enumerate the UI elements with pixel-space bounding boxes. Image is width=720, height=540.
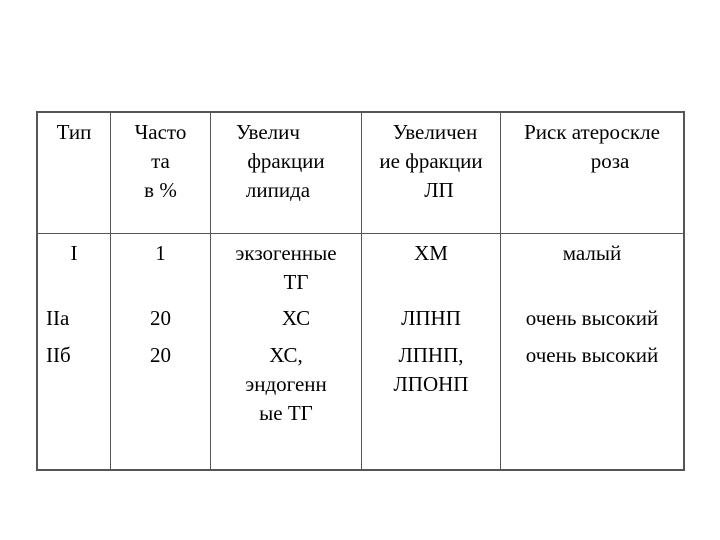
row-1-lp-fraction: ХМ: [414, 241, 448, 265]
row-1-lipid-fraction: экзогенные ТГ: [235, 241, 337, 294]
header-frequency: Часто та в %: [134, 120, 187, 202]
row-3-lp-fraction: ЛПНП, ЛПОНП: [393, 343, 469, 396]
row-3-type: IIб: [46, 343, 71, 367]
header-lp-fraction: Увеличен ие фракции ЛП: [379, 120, 483, 202]
row-2-risk: очень высокий: [525, 306, 659, 330]
row-1-risk: малый: [562, 241, 622, 265]
row-2-type: IIа: [46, 306, 70, 330]
row-2-lp-fraction: ЛПНП: [401, 306, 461, 330]
header-type: Тип: [56, 120, 92, 144]
row-3-risk: очень высокий: [525, 343, 659, 367]
header-lipid-fraction: Увелич фракции липида: [236, 120, 325, 202]
header-risk: Риск атероскле роза: [524, 120, 660, 173]
row-1-type: I: [70, 241, 78, 265]
row-2-lipid-fraction: ХС: [281, 306, 311, 330]
row-1-frequency: 1: [155, 241, 166, 265]
table-border-left: [36, 111, 38, 471]
row-3-lipid-fraction: ХС, эндогенн ые ТГ: [245, 343, 327, 425]
row-2-frequency: 20: [150, 306, 171, 330]
row-3-frequency: 20: [150, 343, 171, 367]
